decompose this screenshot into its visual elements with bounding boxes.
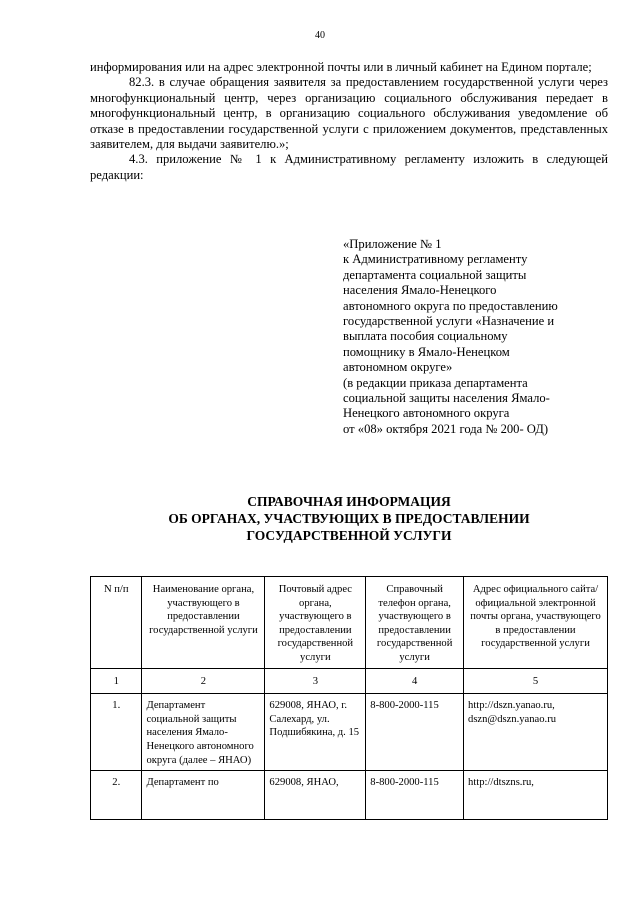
table-row — [91, 771, 608, 820]
column-number: 4 — [366, 668, 464, 694]
appendix-line: к Административному регламенту — [343, 252, 528, 267]
table-header-row — [91, 577, 608, 669]
website-email: http://dszn.yanao.ru, dszn@dszn.yanao.ru — [464, 694, 608, 771]
paragraph: 82.3. в случае обращения заявителя за предоставлением государственной услуги через многофункциональный центр, через организацию социального обслуживания передает в многофункциональный центр, в организацию социального обслуживания уведомление об отказе в предоставлении государственной услуги с приложением документов, представленных заявителем, для выдачи заявителю.»; — [90, 75, 608, 152]
appendix-line: от «08» октября 2021 года № 200- ОД) — [343, 421, 549, 436]
column-number: 5 — [464, 668, 608, 694]
row-number: 1. — [91, 694, 142, 771]
section-heading — [90, 493, 608, 544]
postal-address: 629008, ЯНАО, г. Салехард, ул. Подшибякина, д. 15 — [265, 694, 366, 771]
heading-line: ОБ ОРГАНАХ, УЧАСТВУЮЩИХ В ПРЕДОСТАВЛЕНИИ — [168, 511, 530, 526]
appendix-line: выплата пособия социальному — [343, 329, 508, 344]
header-cell: Адрес официального сайта/официальной электронной почты органа, участвующего в предоставлении государственной услуги — [464, 577, 608, 669]
website-email: http://dtszns.ru, — [464, 771, 608, 820]
header-cell: Справочный телефон органа, участвующего в предоставлении государственной услуги — [366, 577, 464, 669]
column-number: 1 — [91, 668, 142, 694]
appendix-line: Ненецкого автономного округа — [343, 406, 510, 421]
header-cell: N п/п — [91, 577, 142, 669]
row-number: 2. — [91, 771, 142, 820]
heading-line: ГОСУДАРСТВЕННОЙ УСЛУГИ — [246, 528, 452, 543]
page-number: 40 — [315, 30, 325, 41]
reference-table — [90, 576, 608, 820]
appendix-line: департамента социальной защиты — [343, 267, 527, 282]
paragraph: информирования или на адрес электронной почты или в личный кабинет на Едином портале; — [90, 60, 592, 74]
organ-name: Департамент социальной защиты населения Ямало-Ненецкого автономного округа (далее – ЯНАО) — [142, 694, 265, 771]
appendix-line: (в редакции приказа департамента — [343, 375, 528, 390]
appendix-line: автономного округа по предоставлению — [343, 298, 558, 313]
appendix-line: помощнику в Ямало-Ненецком — [343, 344, 510, 359]
header-cell: Почтовый адрес органа, участвующего в предоставлении государственной услуги — [265, 577, 366, 669]
column-number: 3 — [265, 668, 366, 694]
heading-line: СПРАВОЧНАЯ ИНФОРМАЦИЯ — [247, 494, 451, 509]
appendix-line: «Приложение № 1 — [343, 237, 442, 251]
table-row — [91, 694, 608, 771]
paragraph: 4.3. приложение № 1 к Административному регламенту изложить в следующей редакции: — [90, 152, 608, 182]
appendix-line: автономном округе» — [343, 360, 453, 375]
column-number: 2 — [142, 668, 265, 694]
appendix-line: социальной защиты населения Ямало- — [343, 391, 550, 406]
column-number-row — [91, 668, 608, 694]
postal-address: 629008, ЯНАО, — [265, 771, 366, 820]
phone: 8-800-2000-115 — [366, 771, 464, 820]
body-text — [90, 60, 608, 183]
appendix-line: населения Ямало-Ненецкого — [343, 283, 497, 298]
organ-name: Департамент по — [142, 771, 265, 820]
header-cell: Наименование органа, участвующего в предоставлении государственной услуги — [142, 577, 265, 669]
phone: 8-800-2000-115 — [366, 694, 464, 771]
appendix-note — [343, 237, 613, 437]
appendix-line: государственной услуги «Назначение и — [343, 314, 555, 329]
